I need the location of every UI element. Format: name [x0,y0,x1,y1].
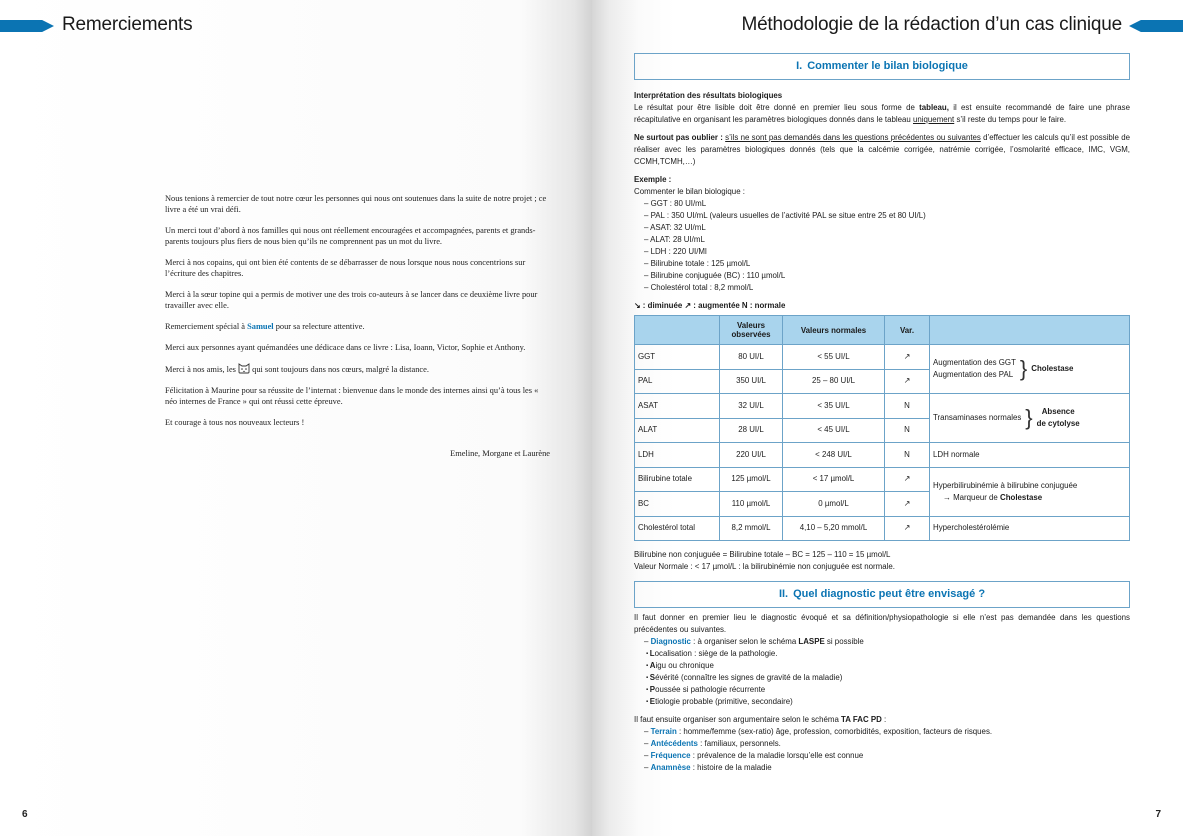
param-cell: Cholestérol total [635,516,720,541]
ack-friends [165,363,550,375]
variation-cell: N [885,443,930,468]
laspe-text: oussée si pathologie récurrente [655,685,766,694]
argument-item-text: : prévalence de la maladie lorsqu’elle est connue [690,751,864,760]
ack-paragraph: Merci à nos copains, qui ont bien été contents de se débarrasser de nous lorsque nous nous concentrions sur l’écriture des chapitres. [165,258,526,278]
reminder-prefix: Ne surtout pas oublier : [634,133,726,142]
table-header-row [635,316,1130,345]
interp-line: Augmentation des PAL [933,370,1014,379]
table-header: Valeurs normales [783,316,885,345]
observed-cell: 8,2 mmol/L [720,516,783,541]
table-header: Var. [885,316,930,345]
table-row [635,345,1130,370]
list-item [646,672,1130,684]
variation-cell: ↗ [885,345,930,370]
interp-line: Transaminases normales [933,413,1022,422]
variation-cell: N [885,394,930,419]
observed-cell: 110 µmol/L [720,492,783,517]
ack-friends-prefix: Merci à nos amis, les [165,365,239,374]
interp-conclusion: Cholestase [1031,364,1074,373]
variation-legend: ↘ : diminuée ↗ : augmentée N : normale [634,301,786,310]
argument-item-text: : homme/femme (sex-ratio) âge, profession, comorbidités, exposition, facteurs de risques. [676,727,993,736]
interp-line: Hyperbilirubinémie à bilirubine conjuguée [933,480,1078,490]
interpretation-cell [930,394,1130,443]
header-arrow-icon [1129,20,1183,32]
interp-line [933,492,1126,504]
param-cell: ASAT [635,394,720,419]
ack-friends-suffix: qui sont toujours dans nos cœurs, malgré la distance. [250,365,429,374]
interp-line: Augmentation des GGT [933,358,1016,367]
ack-paragraph: Et courage à tous nos nouveaux lecteurs ! [165,418,305,427]
interp-arrow-text: → Marqueur de [943,492,1001,502]
normal-cell: 4,10 – 5,20 mmol/L [783,516,885,541]
interpretation-cell [930,345,1130,394]
interp-conclusion-line: de cytolyse [1036,419,1080,428]
observed-cell: 28 UI/L [720,418,783,443]
ack-special-name: Samuel [247,322,274,331]
list-item [644,738,1130,750]
reminder-underline: s’ils ne sont pas demandés dans les questions précédentes ou suivantes [725,133,981,142]
variation-cell: ↗ [885,369,930,394]
interp-text-bold: tableau, [919,103,949,112]
list-item [646,684,1130,696]
example-intro: Commenter le bilan biologique : [634,187,745,196]
section-2-title: Quel diagnostic peut être envisagé ? [793,588,986,600]
list-item [646,648,1130,660]
diag-text: : à organiser selon le schéma [690,637,799,646]
cytolyse-group [933,406,1126,430]
ack-paragraph: Merci aux personnes ayant quémandées une dédicace dans ce livre : Lisa, Ioann, Victor, Sophie et Anthony. [165,343,526,352]
table-row [635,443,1130,468]
interp-text-underline: uniquement [913,115,955,124]
argument-item-text: : familiaux, personnels. [697,739,781,748]
table-header [930,316,1130,345]
list-item [644,726,1130,738]
interpretation-cell: LDH normale [930,443,1130,468]
argument-intro [634,714,1130,726]
argument-label: Antécédents [650,739,698,748]
example-list [634,198,1130,294]
brace-icon: } [1025,405,1033,430]
list-item [646,696,1130,708]
ack-special [165,321,550,332]
table-row [635,467,1130,492]
list-item [644,750,1130,762]
acknowledgements-text [165,193,550,469]
argument-item-text: : histoire de la maladie [690,763,772,772]
right-page-title: Méthodologie de la rédaction d’un cas clinique [741,14,1122,35]
laspe-text: ocalisation : siège de la pathologie. [654,649,778,658]
laspe-letter: S [649,673,656,682]
interp-text-1: Le résultat pour être lisible doit être donné en premier lieu sous forme de [634,103,915,112]
variation-cell: N [885,418,930,443]
normal-cell: 25 – 80 UI/L [783,369,885,394]
normal-cell: < 17 µmol/L [783,467,885,492]
table-row [635,394,1130,419]
list-item: – PAL : 350 UI/mL (valeurs usuelles de l’activité PAL se situe entre 25 et 80 UI/L) [644,210,1130,222]
param-cell: LDH [635,443,720,468]
table-header [635,316,720,345]
methodology-content [634,53,1130,774]
list-item [646,660,1130,672]
observed-cell: 350 UI/L [720,369,783,394]
laspe-letter: E [649,697,656,706]
calc-line: Valeur Normale : < 17 µmol/L : la bilirubinémie non conjuguée est normale. [634,562,895,571]
calc-line: Bilirubine non conjuguée = Bilirubine totale – BC = 125 – 110 = 15 µmol/L [634,550,891,559]
observed-cell: 80 UI/L [720,345,783,370]
section-2-number: II. [778,588,789,600]
interp-conclusion: Cholestase [1000,492,1043,502]
normal-cell: 0 µmol/L [783,492,885,517]
laspe-list [634,648,1130,708]
observed-cell: 125 µmol/L [720,467,783,492]
signature: Emeline, Morgane et Laurène [450,449,550,458]
diag-label: Diagnostic [650,637,691,646]
variation-cell: ↗ [885,516,930,541]
param-cell: GGT [635,345,720,370]
section-1-title: Commenter le bilan biologique [807,60,968,72]
interp-conclusion-line: Absence [1041,407,1075,416]
biology-table [634,315,1130,541]
argument-label: Anamnèse [650,763,691,772]
argument-text: Il faut ensuite organiser son argumentaire selon le schéma [634,715,842,724]
list-item: – Bilirubine conjuguée (BC) : 110 µmol/L [644,270,1130,282]
laspe-text: igu ou chronique [655,661,714,670]
list-item [644,762,1130,774]
page-number-left: 6 [22,809,28,820]
interp-text-3: s’il reste du temps pour le faire. [954,115,1067,124]
observed-cell: 220 UI/L [720,443,783,468]
ack-paragraph: Nous tenions à remercier de tout notre cœur les personnes qui nous ont soutenues dans la suite de notre projet ; ce livre a été un vrai défi. [165,194,547,214]
observed-cell: 32 UI/L [720,394,783,419]
laspe-letter: L [649,649,655,658]
normal-cell: < 248 UI/L [783,443,885,468]
diag-schema: LASPE [798,637,825,646]
param-cell: ALAT [635,418,720,443]
ack-paragraph: Un merci tout d’abord à nos familles qui nous ont réellement encouragées et accompagnées, parents et grands-parents toujours plus fiers de nous bien qu’ils ne comprennent pas un mot du livre. [165,226,536,246]
param-cell: Bilirubine totale [635,467,720,492]
interpretation-cell [930,467,1130,516]
laspe-text: évérité (connaître les signes de gravité de la maladie) [655,673,843,682]
laspe-letter: P [649,685,656,694]
right-page [592,0,1183,836]
list-item: – GGT : 80 UI/mL [644,198,1130,210]
interp-conclusion [1037,406,1080,430]
argument-label: Terrain [650,727,677,736]
variation-cell: ↗ [885,492,930,517]
interpretation-cell: Hypercholestérolémie [930,516,1130,541]
variation-cell: ↗ [885,467,930,492]
interp-text-2: il est ensuite recommandé de faire une phrase récapitulative en organisant les paramètres biologiques donnés dans le tableau [634,103,1130,124]
section-1-number: I. [796,60,803,72]
brace-icon: } [1019,356,1028,381]
reminder-rest: d’effectuer les calculs qu’il est possible de réaliser avec les paramètres biologiques donnés (tels que la calcémie corrigée, natrémie corrigée, l’osmolarité efficace, IMC, VGM, CCMH,TCMH,…) [634,133,1130,166]
section-1-heading [634,53,1130,80]
argument-label: Fréquence [650,751,691,760]
param-cell: PAL [635,369,720,394]
list-item: – ASAT: 32 UI/mL [644,222,1130,234]
ack-special-suffix: pour sa relecture attentive. [273,322,365,331]
ack-special-prefix: Remerciement spécial à [165,322,248,331]
example-label: Exemple : [634,175,672,184]
interp-heading: Interprétation des résultats biologiques [634,91,783,100]
list-item: – ALAT: 28 UI/mL [644,234,1130,246]
cholestase-group [933,357,1126,381]
list-item: – Cholestérol total : 8,2 mmol/L [644,282,1130,294]
list-item: – LDH : 220 UI/Ml [644,246,1130,258]
normal-cell: < 35 UI/L [783,394,885,419]
normal-cell: < 55 UI/L [783,345,885,370]
ack-paragraph: Félicitation à Maurine pour sa réussite de l’internat : bienvenue dans le monde des internes ainsi qu’à tous les « néo internes de France » qui ont réussi cette épreuve. [165,386,539,406]
argument-text: : [881,715,887,724]
param-cell: BC [635,492,720,517]
diagnostic-list [634,636,1130,648]
diagnostic-intro: Il faut donner en premier lieu le diagnostic évoqué et sa définition/physiopathologie si elle n’est pas demandée dans les questions précédentes ou suivantes. [634,613,1130,634]
argument-schema: TA FAC PD [841,715,882,724]
reminder-paragraph [634,132,1130,168]
interp-paragraph [634,102,1130,126]
table-header: Valeurs observées [720,316,783,345]
ack-paragraph: Merci à la sœur topine qui a permis de motiver une des trois co-auteurs à se lancer dans ce deuxième livre pour travailler avec elle. [165,290,538,310]
section-2-heading [634,581,1130,608]
cat-face-icon [238,363,250,374]
list-item [644,636,1130,648]
laspe-text: tiologie probable (primitive, secondaire) [655,697,793,706]
list-item: – Bilirubine totale : 125 µmol/L [644,258,1130,270]
argument-list [634,726,1130,774]
table-row [635,516,1130,541]
page-number-right: 7 [1155,809,1161,820]
cholestase-lines [933,357,1016,381]
normal-cell: < 45 UI/L [783,418,885,443]
header-arrow-icon [0,20,54,32]
diag-text: si possible [824,637,864,646]
laspe-letter: A [649,661,656,670]
left-page-title: Remerciements [62,14,193,35]
